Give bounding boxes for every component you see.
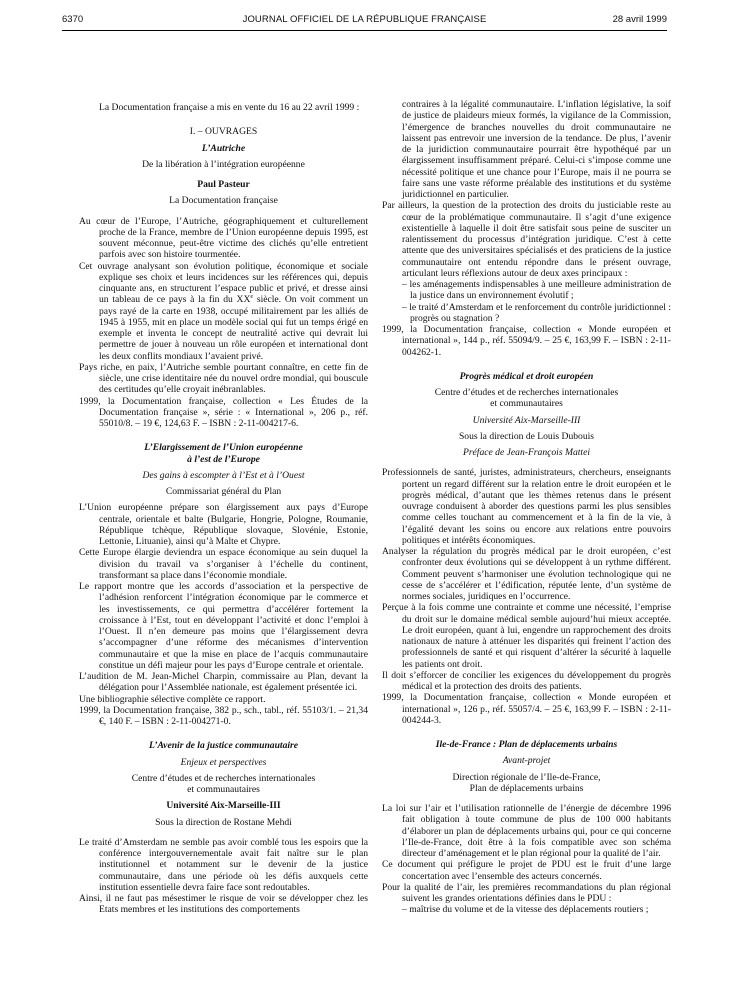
justice-direction: Sous la direction de Rostane Mehdi: [155, 816, 292, 828]
enlargement-publisher: Commissariat général du Plan: [165, 486, 282, 497]
idf-subtitle: Avant-projet: [502, 755, 551, 767]
justice-dash-2: – le traité d’Amsterdam et le renforcement du contrôle juridictionnel : progrès ou stagnation ?: [402, 301, 671, 324]
austria-title: De la libération à l’intégration européenne: [142, 158, 305, 170]
enlargement-paragraph-4: L’audition de M. Jean-Michel Charpin, commissaire au Plan, devant la délégation pour l’Assemblée nationale, est également présentée ici.: [79, 671, 368, 694]
enlargement-paragraph-5: Une bibliographie sélective complète ce rapport.: [79, 693, 266, 705]
medical-title: Progrès médical et droit européen: [459, 370, 594, 382]
right-column: [382, 99, 671, 916]
justice-subtitle: Enjeux et perspectives: [180, 756, 267, 768]
century-sup: e: [250, 294, 254, 301]
medical-reference: 1999, la Documentation française, collection « Monde européen et international », 126 p., réf. 55057/4. – 25 €, 163,99 F. – ISBN : 2-11-004244-3.: [382, 692, 671, 726]
medical-direction: Sous la direction de Louis Dubouis: [458, 430, 595, 442]
enlargement-subtitle: Des gains à escompter à l’Est et à l’Ouest: [142, 469, 305, 481]
austria-paragraph-2: [79, 261, 368, 362]
justice-continued-2: Par ailleurs, la question de la protection des droits du justiciable reste au cœur de la problématique communautaire. Il s’agit d’une exigence existentielle à laquelle il doit être satisfait sous peine de susciter un ralentissement du processus d’intégration juridique. C’est à cette attente que des universitaires spécialisés et des praticiens de la justice communautaire ont entendu répondre dans le présent ouvrage, articulant leurs réflexions autour de deux axes principaux :: [382, 200, 671, 279]
enlargement-paragraph-3: Le rapport montre que les accords d’association et la perspective de l’adhésion renforcent l’intégration économique par le commerce et les investissements, ce qui permettra d’accélérer fortement la croissance à l’Est, tout en développant l’activité et donc l’emploi à l’Ouest. Il n’en demeure pas moins que l’élargissement devra s’accompagner d’une réforme des mécanismes d’intervention communautaire et que la mise en place de l’acquis communautaire constitue un défi majeur pour les pays d’Europe centrale et orientale.: [79, 581, 368, 671]
idf-paragraph-2: Ce document qui préfigure le projet de PDU est le fruit d’une large concertation avec l’ensemble des acteurs concernés.: [382, 859, 671, 882]
enlargement-reference: 1999, la Documentation française, 382 p., sch., tabl., réf. 55103/1. – 21,34 €, 140 F. – ISBN : 2-11-004271-0.: [79, 704, 368, 727]
left-column: [79, 102, 368, 916]
austria-publisher: La Documentation française: [169, 195, 278, 207]
justice-university: Université Aix-Marseille-III: [166, 800, 281, 812]
medical-org-2: et communautaires: [490, 398, 563, 410]
austria-author: Paul Pasteur: [197, 179, 250, 190]
journal-title: JOURNAL OFFICIEL DE LA RÉPUBLIQUE FRANÇAISE: [242, 14, 487, 25]
austria-paragraph-2a: Cet ouvrage analysant son évolution politique, économique et sociale explique ses choix et leurs incidences sur les références qui, depuis cinquante ans, en structurent l’espace public et privé, et dresse ainsi un tableau de ce pays à la fin du XX: [79, 260, 368, 306]
justice-dash-1: – les aménagements indispensables à une meilleure administration de la justice dans un environnement évolutif ;: [402, 279, 671, 302]
austria-reference: 1999, la Documentation française, collection « Les Études de la Documentation française », série : « International », 206 p., réf. 55010/8. – 19 €, 124,63 F. – ISBN : 2-11-004217-6.: [79, 395, 368, 429]
justice-continued-1: contraires à la légalité communautaire. L’inflation législative, la soif de justice de plaideurs mieux formés, la vigilance de la Commission, l’émergence de branches nouvelles du droit communautaire ne laissent pas entrevoir une inversion de la tendance. De plus, l’avenir de la juridiction communautaire pourrait être hypothéqué par un élargissement insuffisamment préparé. Celui-ci s’impose comme une nécessité politique et une chance pour l’Europe, mais il ne pourra se faire sans une vaste réforme préalable des institutions et du système juridictionnel en particulier.: [402, 99, 671, 200]
austria-kicker: L’Autriche: [201, 142, 246, 154]
medical-paragraph-2: Analyser la régulation du progrès médical par le droit européen, c’est confronter deux évolutions qui se développent à un rythme différent. Comment peuvent s’harmoniser une évolution technologique qui ne cesse de s’accélérer et l’édification, réputée lente, d’un système de normes sociales, juridiques en l’occurrence.: [382, 546, 671, 602]
page-header: [62, 14, 667, 28]
medical-university: Université Aix-Marseille-III: [472, 414, 581, 426]
justice-title: L’Avenir de la justice communautaire: [148, 740, 299, 752]
idf-paragraph-1: La loi sur l’air et l’utilisation rationnelle de l’énergie de décembre 1996 fait obligation à toute commune de plus de 100 000 habitants d’élaborer un plan de déplacements urbains qui, pour ce qui concerne l’Ile-de-France, doit être à la fois compatible avec son schéma directeur d’aménagement et le plan régional pour la qualité de l’air.: [382, 803, 671, 859]
justice-org-2: et communautaires: [187, 784, 260, 795]
issue-date: 28 avril 1999: [612, 14, 667, 25]
justice-paragraph-1: Le traité d’Amsterdam ne semble pas avoir comblé tous les espoirs que la conférence intergouvernementale avait fait naître sur le plan institutionnel et notamment sur le devenir de la justice communautaire, dans une période où les défis auxquels cette institution essentielle devra faire face sont redoutables.: [79, 836, 368, 893]
idf-org-1: Direction régionale de l’Ile-de-France,: [452, 771, 601, 783]
medical-paragraph-3: Perçue à la fois comme une contrainte et comme une nécessité, l’emprise du droit sur le domaine médical semble aujourd’hui mieux acceptée. Le droit européen, quant à lui, engendre un rapprochement des droits nationaux de nature à atténuer les disparités qui freinent l’action des professionnels de santé et qui risquent d’altérer la sécurité à laquelle les patients ont droit.: [382, 602, 671, 670]
austria-paragraph-2b: siècle. On voit comment un pays rayé de la carte en 1938, occupé militairement par les alliés de 1945 à 1955, mit en place un modèle social qui fut un temps érigé en exemple et inventa le concept de neutralité active qui devrait lui permettre de jouer à nouveau un rôle européen et international dont les deux conflits mondiaux l’avaient privé.: [99, 294, 368, 362]
medical-preface: Préface de Jean-François Mattei: [462, 447, 591, 458]
austria-paragraph-3: Pays riche, en paix, l’Autriche semble pourtant connaître, en cette fin de siècle, une crise identitaire née du nouvel ordre mondial, qui bouscule des certitudes qu’elle croyait inébranlables.: [79, 361, 368, 396]
idf-paragraph-3: Pour la qualité de l’air, les premières recommandations du plan régional suivent les grandes orientations définies dans le PDU :: [382, 881, 671, 904]
page-number: 6370: [62, 14, 84, 25]
enlargement-paragraph-1: L’Union européenne prépare son élargissement aux pays d’Europe centrale, orientale et balte (Bulgarie, Hongrie, Pologne, Roumanie, République tchèque, République slovaque, Slovénie, Estonie, Lettonie, Lituanie), ainsi qu’à Malte et Chypre.: [79, 502, 368, 547]
idf-dash-1: – maîtrise du volume et de la vitesse des déplacements routiers ;: [402, 904, 649, 916]
header-rule: [62, 30, 667, 31]
medical-paragraph-1: Professionnels de santé, juristes, administrateurs, chercheurs, enseignants portent un regard différent sur la relation entre le droit européen et le progrès médical, d’autant que les thèmes retenus dans le présent ouvrage conduisent à aborder des questions parmi les plus sensibles comme celles touchant au commencement et à la fin de la vie, à l’égalité devant les soins ou encore aux relations entre pouvoirs politiques et intérêts économiques.: [382, 467, 671, 546]
idf-title: Ile-de-France : Plan de déplacements urbains: [435, 739, 618, 750]
enlargement-title-1: L’Elargissement de l’Union européenne: [144, 442, 303, 454]
austria-paragraph-1: Au cœur de l’Europe, l’Autriche, géographiquement et culturellement proche de la France, membre de l’Union européenne depuis 1995, est souvent méconnue, peut-être victime des clichés qu’elle entretient parfois avec son histoire tourmentée.: [79, 215, 368, 261]
medical-org-1: Centre d’études et de recherches internationales: [434, 387, 619, 398]
section-heading: I. – OUVRAGES: [189, 126, 258, 138]
medical-paragraph-4: Il doit s’efforcer de concilier les exigences du développement du progrès médical et la protection des droits des patients.: [382, 669, 671, 692]
enlargement-paragraph-2: Cette Europe élargie deviendra un espace économique au sein duquel la division du travail va s’organiser à l’échelle du continent, transformant sa place dans l’économie mondiale.: [79, 547, 368, 581]
justice-org-1: Centre d’études et de recherches internationales: [131, 772, 316, 784]
justice-reference: 1999, la Documentation française, collection « Monde européen et international », 144 p., réf. 55094/9. – 25 €, 163,99 F. – ISBN : 2-11-004262-1.: [382, 324, 671, 358]
justice-paragraph-2: Ainsi, il ne faut pas mésestimer le risque de voir se développer chez les Etats membres et les institutions des comportements: [79, 893, 368, 916]
idf-org-2: Plan de déplacements urbains: [469, 782, 584, 794]
intro-text: La Documentation française a mis en vente du 16 au 22 avril 1999 :: [99, 102, 360, 113]
enlargement-title-2: à l’est de l’Europe: [187, 453, 260, 465]
